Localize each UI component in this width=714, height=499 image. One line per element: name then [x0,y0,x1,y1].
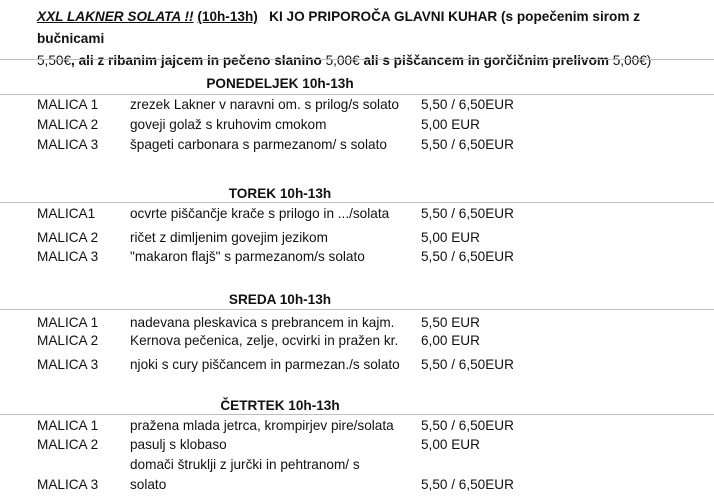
header-line2-b: ali s piščancem in gorčičnim prelivom [363,53,609,68]
meal-label: MALICA 2 [37,230,99,245]
dish-name: pasulj s klobaso [130,437,227,452]
dish-price: 5,00 EUR [421,230,480,245]
meal-label: MALICA 1 [37,315,99,330]
dish-name: solato [130,477,167,492]
dish-price: 5,50 / 6,50EUR [421,357,514,372]
meal-label: MALICA 3 [37,137,99,152]
day-title-torek: TOREK 10h-13h [228,186,332,201]
divider [0,94,714,95]
divider [0,414,714,415]
dish-price: 5,50 EUR [421,315,480,330]
dish-name: Kernova pečenica, zelje, ocvirki in pražen kr. [130,333,399,348]
header-price-a: 5,50€ [37,53,72,68]
meal-label: MALICA 1 [37,97,99,112]
day-title-cetrtek: ČETRTEK 10h-13h [220,398,340,413]
dish-price: 6,00 EUR [421,333,480,348]
header-line2-a: , ali z ribanim jajcem in pečeno slanino [71,53,322,68]
dish-price: 5,50 / 6,50EUR [421,418,514,433]
dish-name-line1: domači štruklji z jurčki in pehtranom/ s [130,457,360,472]
dish-name: ričet z dimljenim govejim jezikom [130,230,328,245]
header-hours: (10h-13h) [197,9,258,24]
day-title-ponedeljek: PONEDELJEK 10h-13h [206,76,354,91]
divider [0,59,714,60]
meal-label: MALICA 2 [37,117,99,132]
dish-price: 5,50 / 6,50EUR [421,137,514,152]
dish-name: zrezek Lakner v naravni om. s prilog/s solato [130,97,399,112]
meal-label: MALICA 3 [37,357,99,372]
dish-name: špageti carbonara s parmezanom/ s solato [130,137,387,152]
dish-name: nadevana pleskavica s prebrancem in kajm. [130,315,395,330]
divider [0,309,714,310]
dish-name: "makaron flajš" s parmezanom/s solato [130,249,365,264]
dish-name: ocvrte piščančje krače s prilogo in .../solata [130,206,390,221]
dish-price: 5,50 / 6,50EUR [421,206,514,221]
meal-label: MALICA 2 [37,437,99,452]
header-title: XXL LAKNER SOLATA !! [37,9,194,24]
header-price-b: 5,00€ [325,53,360,68]
divider [0,202,714,203]
dish-name: goveji golaž s kruhovim cmokom [130,117,327,132]
header-line1-text: KI JO PRIPOROČA GLAVNI KUHAR (s popečenim sirom z bučnicami [37,9,640,46]
dish-price: 5,50 / 6,50EUR [421,249,514,264]
menu-header [37,6,702,72]
dish-name: njoki s cury piščancem in parmezan./s solato [130,357,400,372]
meal-label: MALICA 2 [37,333,99,348]
meal-label: MALICA 3 [37,249,99,264]
dish-price: 5,00 EUR [421,117,480,132]
dish-price: 5,50 / 6,50EUR [421,97,514,112]
meal-label: MALICA 3 [37,477,99,492]
dish-name: pražena mlada jetrca, krompirjev pire/solata [130,418,394,433]
day-title-sreda: SREDA 10h-13h [228,292,332,307]
meal-label: MALICA 1 [37,418,99,433]
meal-label: MALICA1 [37,206,96,221]
header-price-c: 5,00€) [612,53,652,68]
dish-price: 5,00 EUR [421,437,480,452]
dish-price: 5,50 / 6,50EUR [421,477,514,492]
